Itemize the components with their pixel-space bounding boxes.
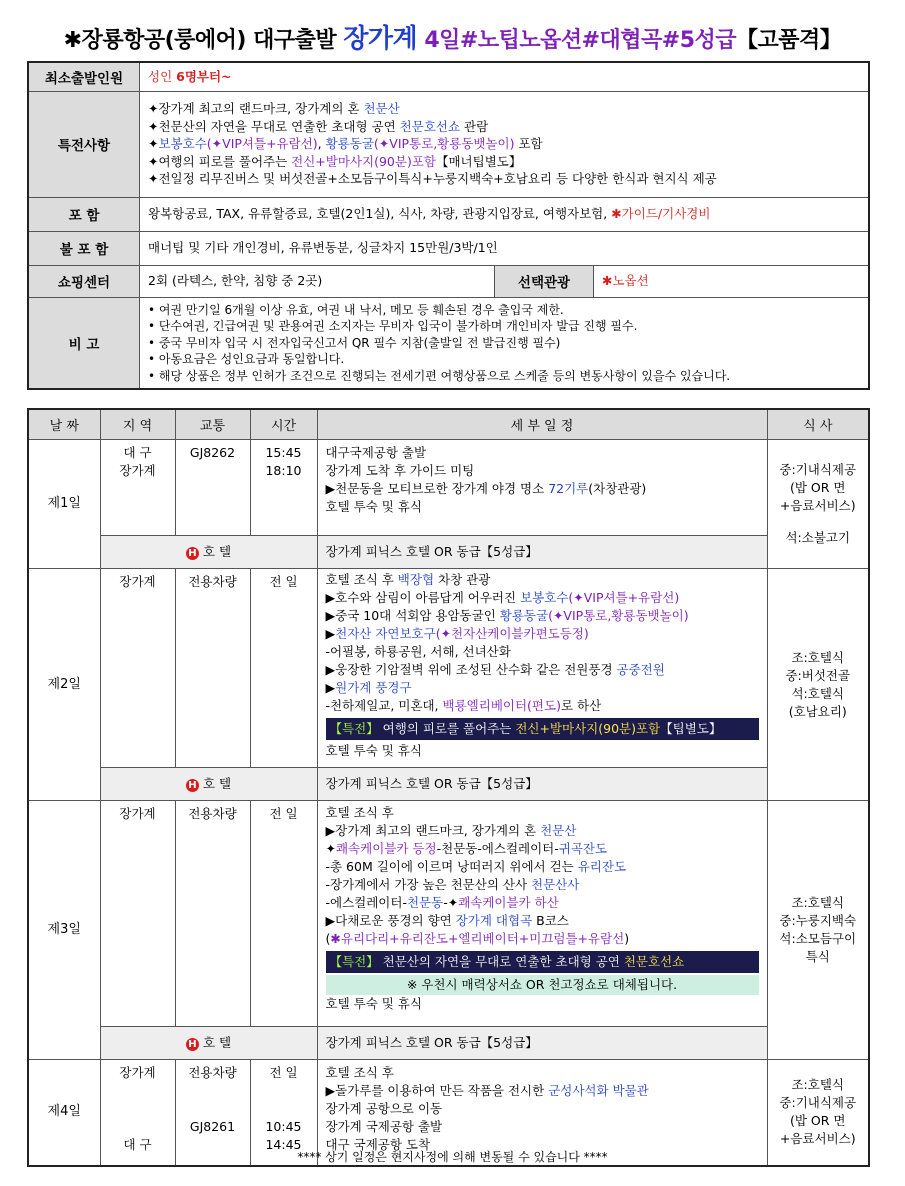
text: 72기루 bbox=[548, 481, 589, 496]
option-label: 선택관광 bbox=[495, 265, 594, 297]
text: ( bbox=[325, 931, 331, 946]
day-label: 제3일 bbox=[28, 801, 100, 1060]
text: ) bbox=[624, 931, 630, 946]
special-item bbox=[148, 135, 860, 153]
text: 호텔 투숙 및 휴식 bbox=[325, 743, 422, 758]
text: 호텔 투숙 및 휴식 bbox=[325, 996, 422, 1011]
text bbox=[326, 480, 759, 498]
region bbox=[100, 440, 175, 536]
text: 보봉호수 bbox=[158, 136, 207, 152]
shop-value: 2회 (라텍스, 한약, 침향 중 2곳) bbox=[140, 265, 495, 297]
text: 여행의 피로를 풀어주는 bbox=[378, 721, 516, 736]
text: -천하제일교, 미혼대, bbox=[325, 698, 443, 713]
text: -총 60M 길이에 이르며 낭떠러지 위에서 걷는 bbox=[325, 859, 578, 874]
text: GJ8261 bbox=[189, 1119, 236, 1134]
text: (차창관광) bbox=[588, 481, 647, 496]
meal bbox=[767, 801, 869, 1060]
exclude-value: 매너팁 및 기타 개인경비, 유류변동분, 싱글차지 15만원/3박/1인 bbox=[140, 231, 870, 265]
text: 중:버섯전골 bbox=[785, 667, 851, 683]
text: 보봉호수 bbox=[520, 590, 569, 605]
text: 호텔 조식 후 bbox=[325, 805, 394, 820]
text: -장가계에서 가장 높은 천문산의 산사 bbox=[325, 877, 532, 892]
text: 백룡엘리베이터(편도) bbox=[442, 698, 561, 713]
text: (✦VIP통로,황룡동뱃놀이) bbox=[548, 608, 689, 623]
text: ✱가이드/기사경비 bbox=[611, 206, 711, 222]
text bbox=[326, 697, 759, 715]
text bbox=[326, 876, 759, 894]
hotel-icon: H bbox=[186, 547, 199, 560]
text: 유리잔도 bbox=[577, 859, 627, 874]
text: (✦천자산케이블카편도등정) bbox=[435, 626, 589, 641]
text bbox=[326, 589, 759, 607]
text: (밥 OR 면 bbox=[790, 480, 846, 495]
note-item: • 아동요금은 성인요금과 동일합니다. bbox=[148, 352, 345, 366]
text bbox=[326, 858, 759, 876]
text: ✱유리다리+유리잔도+엘리베이터+미끄럼틀+유람선 bbox=[330, 931, 625, 946]
text: 석:소모듬구이 bbox=[779, 931, 857, 946]
text: 중:기내식제공 bbox=[779, 1095, 857, 1111]
schedule-table bbox=[27, 408, 870, 1167]
text: 전신+발마사지(90분)포함 bbox=[515, 721, 661, 736]
text: (밥 OR 면 bbox=[790, 1113, 846, 1129]
text: 호 텔 bbox=[202, 544, 232, 559]
text: 장가계 국제공항 출발 bbox=[325, 1119, 443, 1134]
text: 쾌속케이블카 하산 bbox=[458, 895, 559, 910]
hotel-icon: H bbox=[186, 779, 199, 792]
text: (✦VIP셔틀+유람선) bbox=[206, 136, 318, 152]
text: ▶ bbox=[325, 680, 336, 695]
text: 쾌속케이블카 등정 bbox=[335, 841, 437, 856]
text: ▶중국 10대 석회암 용암동굴인 bbox=[325, 608, 500, 623]
header-time: 시간 bbox=[250, 409, 317, 440]
text: 조:호텔식 bbox=[791, 649, 844, 665]
min-value bbox=[140, 62, 870, 91]
page-title bbox=[0, 18, 905, 55]
text: 전 일 bbox=[269, 1065, 298, 1080]
text: 로 하산 bbox=[560, 698, 602, 713]
header-transport: 교통 bbox=[175, 409, 250, 440]
text: 전용차량 bbox=[188, 1065, 237, 1080]
text: 대 구 bbox=[123, 1137, 152, 1152]
detail bbox=[317, 440, 767, 536]
text: 대 구 bbox=[123, 445, 152, 460]
note-item: • 해당 상품은 정부 인허가 조건으로 진행되는 전세기편 여행상품으로 스케줄 등의 변동사항이 있을수 있습니다. bbox=[148, 368, 731, 383]
transport: 전용차량 bbox=[175, 801, 250, 1027]
header-date: 날 짜 bbox=[28, 409, 100, 440]
detail bbox=[317, 801, 767, 1027]
text bbox=[326, 822, 759, 840]
text: 천자산 자연보호구 bbox=[335, 626, 436, 641]
min-value-b: 6명부터~ bbox=[176, 69, 232, 84]
transport: 전용차량 bbox=[175, 569, 250, 768]
text: -에스컬레이터- bbox=[325, 895, 407, 910]
text: ▶웅장한 기암절벽 위에 조성된 산수화 같은 전원풍경 bbox=[325, 662, 617, 677]
title-airline: ✱장룡항공(룽에어) bbox=[63, 28, 254, 53]
text: 왕복항공료, TAX, 유류할증료, 호텔(2인1실), 식사, 차량, 관광지입장료, 여행자보험, bbox=[148, 206, 612, 222]
text: ✦천문산의 자연을 무대로 연출한 초대형 공연 bbox=[148, 118, 400, 134]
day-label: 제1일 bbox=[28, 440, 100, 569]
text: 【특전】 bbox=[329, 954, 379, 969]
time bbox=[250, 440, 317, 536]
note-label: 비 고 bbox=[28, 297, 140, 389]
text bbox=[326, 571, 759, 589]
text: 백장협 bbox=[397, 572, 435, 587]
text: ▶ bbox=[325, 626, 336, 641]
text: 천문산 bbox=[540, 823, 577, 838]
text: 천문호선쇼 bbox=[399, 118, 461, 134]
text: 【팁별도】 bbox=[660, 721, 722, 736]
title-days: 4일 bbox=[424, 28, 460, 53]
time: 전 일 bbox=[250, 801, 317, 1027]
text: 천문동 bbox=[406, 895, 444, 910]
text bbox=[326, 679, 759, 697]
text: 대구국제공항 출발 bbox=[325, 445, 427, 460]
text: ✦ bbox=[325, 841, 336, 856]
text bbox=[326, 930, 759, 948]
text: 조:호텔식 bbox=[791, 1077, 844, 1093]
region: 장가계 bbox=[100, 569, 175, 768]
hotel-label bbox=[100, 1027, 317, 1060]
transport: GJ8262 bbox=[175, 440, 250, 536]
title-grade: 【고품격】 bbox=[736, 28, 842, 53]
text: 석:호텔식 bbox=[791, 685, 844, 701]
region: 장가계 bbox=[100, 801, 175, 1027]
day-label: 제4일 bbox=[28, 1060, 100, 1166]
text: 천문산사 bbox=[531, 877, 580, 892]
meal bbox=[767, 440, 869, 569]
text: 장가계 bbox=[119, 1065, 156, 1080]
text bbox=[326, 894, 759, 912]
text: (✦VIP통로,황룡동뱃놀이) bbox=[373, 136, 515, 152]
text bbox=[326, 840, 759, 858]
option-value: ✱노옵션 bbox=[594, 265, 870, 297]
text: 10:45 bbox=[265, 1119, 302, 1134]
text: 18:10 bbox=[265, 463, 302, 478]
text: 호 텔 bbox=[202, 1035, 232, 1050]
text: 【매너팁별도】 bbox=[435, 153, 522, 169]
text: 황룡동굴 bbox=[325, 136, 374, 152]
text: 15:45 bbox=[265, 445, 302, 460]
text bbox=[326, 607, 759, 625]
special-item: ✦전일정 리무진버스 및 버섯전골+소모듬구이특식+누룽지백숙+호남요리 등 다양한 한식과 현지식 제공 bbox=[148, 171, 717, 187]
header-detail: 세 부 일 정 bbox=[317, 409, 767, 440]
text: 장가계 대협곡 bbox=[455, 913, 533, 928]
benefit-bar bbox=[326, 718, 759, 740]
text: 특식 bbox=[805, 949, 830, 964]
text: 조:호텔식 bbox=[791, 895, 844, 910]
text: 군성사석화 박물관 bbox=[548, 1083, 649, 1098]
text: 황룡동굴 bbox=[499, 608, 549, 623]
text: 호텔 조식 후 bbox=[325, 572, 398, 587]
rain-notice: ※ 우천시 매력상서쇼 OR 천고정쇼로 대체됩니다. bbox=[326, 975, 759, 995]
footer-note: **** 상기 일정은 현지사정에 의해 변동될 수 있습니다 **** bbox=[297, 1150, 608, 1164]
text: 【특전】 bbox=[329, 721, 379, 736]
min-label: 최소출발인원 bbox=[28, 62, 140, 91]
text: -어필봉, 하룡공원, 서해, 선녀산화 bbox=[325, 644, 511, 659]
text: B코스 bbox=[532, 913, 569, 928]
title-departure: 대구출발 bbox=[253, 28, 344, 53]
text: 호텔 조식 후 bbox=[325, 1065, 394, 1080]
note-list bbox=[140, 297, 870, 389]
text: 천문호선쇼 bbox=[623, 954, 685, 969]
text: 호텔 투숙 및 휴식 bbox=[325, 499, 422, 514]
min-value-a: 성인 bbox=[148, 69, 177, 84]
title-tags: #노팁노옵션#대협곡#5성급 bbox=[459, 28, 737, 53]
time: 전 일 bbox=[250, 569, 317, 768]
note-item: • 여권 만기일 6개월 이상 유효, 여권 내 낙서, 메모 등 훼손된 경우 출입국 제한. bbox=[148, 302, 564, 317]
text bbox=[326, 912, 759, 930]
text: +음료서비스) bbox=[779, 498, 856, 513]
text: 대구 국제공항 도착 bbox=[325, 1137, 431, 1152]
hotel-icon: H bbox=[186, 1038, 199, 1051]
special-list bbox=[140, 91, 870, 197]
text: 천문산의 자연을 무대로 연출한 초대형 공연 bbox=[378, 954, 624, 969]
text: -✦ bbox=[443, 895, 459, 910]
text: 공중전원 bbox=[616, 662, 665, 677]
hotel-value: 장가계 피닉스 호텔 OR 동급【5성급】 bbox=[317, 768, 767, 801]
text: +음료서비스) bbox=[779, 1131, 856, 1147]
text: ✦장가계 최고의 랜드마크, 장가계의 혼 bbox=[148, 101, 364, 117]
note-item: • 단수여권, 긴급여권 및 관용여권 소지자는 무비자 입국이 불가하며 개인비자 발급 진행 필수. bbox=[148, 319, 638, 333]
text: -천문동-에스컬레이터- bbox=[436, 841, 559, 856]
text: 중:기내식제공 bbox=[779, 462, 857, 477]
text bbox=[326, 661, 759, 679]
special-label: 특전사항 bbox=[28, 91, 140, 197]
special-item bbox=[148, 118, 860, 136]
title-destination: 장가계 bbox=[343, 24, 418, 54]
text bbox=[326, 1082, 759, 1100]
hotel-label bbox=[100, 536, 317, 569]
meal bbox=[767, 569, 869, 801]
text: 석:소불고기 bbox=[785, 530, 851, 545]
text: 호 텔 bbox=[202, 776, 232, 791]
day-label: 제2일 bbox=[28, 569, 100, 801]
text: ✦ bbox=[148, 136, 159, 152]
special-item bbox=[148, 100, 860, 118]
text: 14:45 bbox=[265, 1137, 302, 1152]
text: 장가계 bbox=[119, 463, 156, 478]
hotel-value: 장가계 피닉스 호텔 OR 동급【5성급】 bbox=[317, 536, 767, 569]
text: 차창 관광 bbox=[434, 572, 491, 587]
text: 원가계 풍경구 bbox=[335, 680, 412, 695]
shop-label: 쇼핑센터 bbox=[28, 265, 140, 297]
special-item bbox=[148, 153, 860, 171]
text: 장가계 도착 후 가이드 미팅 bbox=[325, 463, 475, 478]
text: 관람 bbox=[460, 118, 489, 134]
text: , bbox=[317, 136, 326, 152]
text: 천문산 bbox=[363, 101, 400, 117]
text: ✦여행의 피로를 풀어주는 bbox=[148, 153, 292, 169]
hotel-value: 장가계 피닉스 호텔 OR 동급【5성급】 bbox=[317, 1027, 767, 1060]
text: 중:누룽지백숙 bbox=[779, 913, 857, 928]
hotel-label bbox=[100, 768, 317, 801]
include-value bbox=[140, 197, 870, 231]
info-table bbox=[27, 61, 870, 390]
text: 장가계 공항으로 이동 bbox=[325, 1101, 443, 1116]
header-region: 지 역 bbox=[100, 409, 175, 440]
text: 전신+발마사지(90분)포함 bbox=[291, 153, 436, 169]
text: ▶장가계 최고의 랜드마크, 장가계의 혼 bbox=[325, 823, 541, 838]
text: 포함 bbox=[514, 136, 543, 152]
note-item: • 중국 무비자 입국 시 전자입국신고서 QR 필수 지참(출발일 전 발급진행 필수) bbox=[148, 335, 561, 350]
exclude-label: 불 포 함 bbox=[28, 231, 140, 265]
text: ▶다채로운 풍경의 향연 bbox=[325, 913, 456, 928]
include-label: 포 함 bbox=[28, 197, 140, 231]
detail bbox=[317, 569, 767, 768]
text bbox=[326, 625, 759, 643]
text: (호남요리) bbox=[788, 703, 847, 719]
text: 귀곡잔도 bbox=[558, 841, 608, 856]
text: (✦VIP셔틀+유람선) bbox=[568, 590, 680, 605]
text: ▶돌가루를 이용하여 만든 작품을 전시한 bbox=[325, 1083, 549, 1098]
text: ▶천문동을 모티브로한 장가계 야경 명소 bbox=[325, 481, 549, 496]
benefit-bar bbox=[326, 951, 759, 973]
text: ▶호수와 삼림이 아름답게 어우러진 bbox=[325, 590, 521, 605]
header-meal: 식 사 bbox=[767, 409, 869, 440]
